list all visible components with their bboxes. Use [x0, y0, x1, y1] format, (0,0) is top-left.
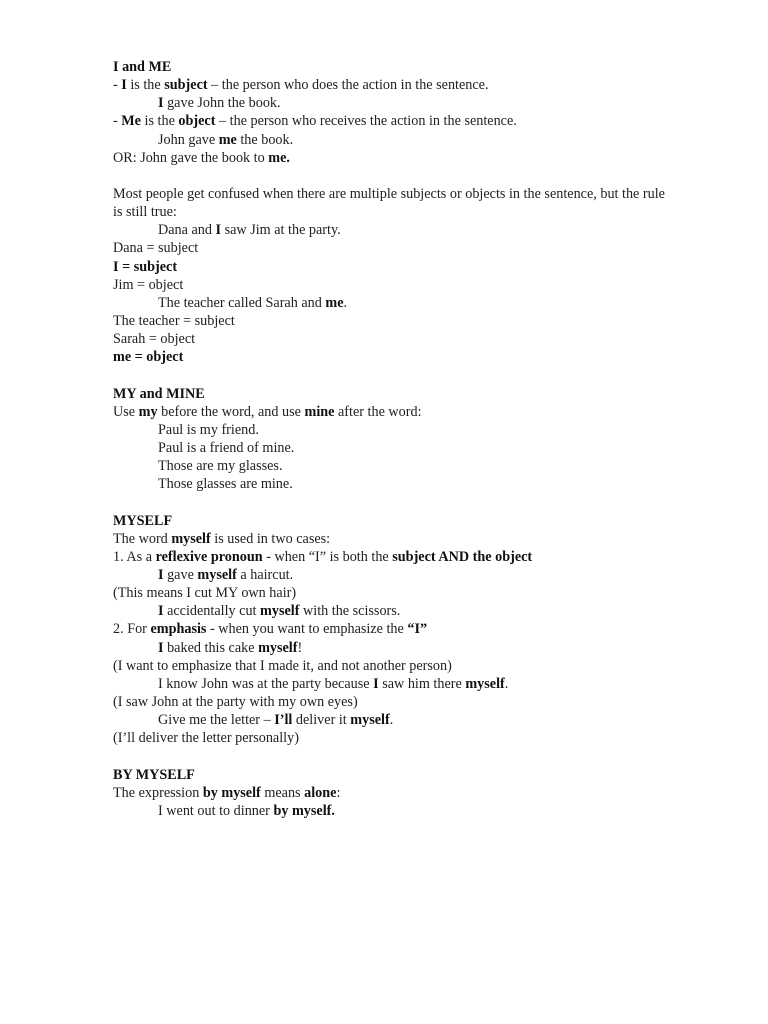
text-run: – the person who does the action in the sentence.: [207, 77, 489, 94]
section-spacer: [113, 366, 673, 384]
example-sentence: [113, 94, 673, 112]
text-run: The word: [113, 530, 172, 547]
bold-text: I: [158, 95, 164, 112]
text-run: Dana = subject: [113, 240, 199, 257]
text-run: baked this cake: [163, 639, 259, 656]
blank-line: [113, 167, 673, 185]
text-line: [113, 348, 673, 366]
text-run: Use: [113, 403, 139, 420]
document-body: [113, 58, 673, 820]
text-run: Dana and: [158, 222, 216, 239]
text-run: saw him there: [378, 675, 466, 692]
text-run: Most people get confused when there are multiple subjects or objects in the sentence, but the rule is still true:: [113, 185, 665, 221]
bold-text: myself: [171, 530, 211, 547]
text-run: Those glasses are mine.: [158, 476, 293, 493]
text-line: [113, 185, 673, 221]
text-run: The expression: [113, 784, 203, 801]
bold-text: I: [121, 77, 127, 94]
example-sentence: [113, 475, 673, 493]
example-sentence: [113, 294, 673, 312]
text-run: I know John was at the party because: [158, 675, 374, 692]
text-line: [113, 620, 673, 638]
example-sentence: [113, 566, 673, 584]
text-run: the book.: [236, 131, 294, 148]
bold-text: I: [373, 675, 379, 692]
bold-text: myself: [465, 675, 505, 692]
text-run: is used in two cases:: [210, 530, 331, 547]
text-run: is the: [126, 77, 165, 94]
example-sentence: [113, 439, 673, 457]
text-run: (I saw John at the party with my own eyes): [113, 693, 358, 710]
text-run: .: [343, 294, 348, 311]
text-run: means: [260, 784, 305, 801]
bold-text: I: [158, 566, 164, 583]
section-spacer: [113, 493, 673, 511]
bold-text: my: [138, 403, 158, 420]
example-sentence: [113, 421, 673, 439]
text-run: after the word:: [334, 403, 422, 420]
text-run: before the word, and use: [157, 403, 305, 420]
section: [113, 58, 673, 366]
text-run: 2. For: [113, 621, 151, 638]
text-run: a haircut.: [236, 566, 294, 583]
bold-text: by myself: [202, 784, 261, 801]
section-heading-text: BY MYSELF: [113, 766, 195, 783]
text-run: :: [336, 784, 341, 801]
text-run: 1. As a: [113, 548, 156, 565]
bold-text: me = object: [113, 349, 184, 366]
text-run: Sarah = object: [113, 331, 196, 348]
bold-text: I: [215, 222, 222, 239]
text-line: [113, 693, 673, 711]
section-heading: [113, 385, 673, 403]
text-line: [113, 258, 673, 276]
bold-text: me.: [268, 149, 290, 166]
section-spacer: [113, 747, 673, 765]
text-line: [113, 276, 673, 294]
example-sentence: [113, 457, 673, 475]
bold-text: I: [158, 639, 164, 656]
bold-text: I = subject: [113, 258, 178, 275]
text-line: [113, 530, 673, 548]
text-run: .: [389, 712, 394, 729]
text-line: [113, 76, 673, 94]
text-run: - when you want to emphasize the: [206, 621, 408, 638]
text-run: !: [297, 639, 303, 656]
text-run: Jim = object: [113, 276, 184, 293]
section-heading: [113, 58, 673, 76]
text-run: deliver it: [292, 712, 351, 729]
text-line: [113, 584, 673, 602]
text-run: -: [113, 77, 122, 94]
text-run: I went out to dinner: [158, 802, 274, 819]
text-run: saw Jim at the party.: [221, 222, 341, 239]
text-run: Those are my glasses.: [158, 458, 283, 475]
text-run: gave: [163, 566, 198, 583]
example-sentence: [113, 802, 673, 820]
text-line: [113, 149, 673, 167]
bold-text: reflexive pronoun: [155, 548, 263, 565]
text-run: - when “I” is both the: [262, 548, 393, 565]
bold-text: I’ll: [274, 712, 293, 729]
example-sentence: [113, 131, 673, 149]
section-heading-text: I and ME: [113, 59, 172, 75]
text-run: The teacher = subject: [113, 313, 235, 329]
bold-text: emphasis: [150, 621, 207, 638]
example-sentence: [113, 602, 673, 620]
bold-text: myself: [258, 639, 298, 656]
section: [113, 512, 673, 748]
text-run: gave John the book.: [163, 95, 281, 112]
text-run: (I want to emphasize that I made it, and not another person): [113, 657, 452, 674]
bold-text: by myself.: [273, 802, 335, 819]
text-run: is the: [140, 113, 179, 130]
section: [113, 385, 673, 494]
text-run: -: [113, 113, 122, 130]
text-line: [113, 548, 673, 566]
section-heading-text: MY and MINE: [113, 385, 205, 402]
bold-text: subject AND the object: [392, 548, 533, 565]
text-line: [113, 403, 673, 421]
text-line: [113, 784, 673, 802]
text-line: [113, 729, 673, 747]
bold-text: mine: [304, 403, 335, 420]
bold-text: me: [218, 131, 237, 148]
text-run: accidentally cut: [163, 603, 261, 620]
text-run: with the scissors.: [299, 603, 401, 620]
text-line: [113, 330, 673, 348]
text-line: [113, 312, 673, 330]
bold-text: object: [178, 113, 216, 130]
text-run: .: [504, 675, 509, 692]
text-run: Paul is a friend of mine.: [158, 439, 295, 456]
bold-text: “I”: [407, 621, 428, 638]
example-sentence: [113, 675, 673, 693]
section-heading: [113, 766, 673, 784]
text-line: [113, 239, 673, 257]
bold-text: subject: [164, 77, 208, 94]
bold-text: myself: [260, 603, 300, 620]
text-run: OR: John gave the book to: [113, 149, 269, 166]
bold-text: I: [158, 603, 164, 620]
bold-text: myself: [350, 712, 390, 729]
example-sentence: [113, 639, 673, 657]
text-run: (I’ll deliver the letter personally): [113, 730, 299, 747]
text-run: Give me the letter –: [158, 712, 275, 729]
bold-text: myself: [197, 566, 237, 583]
text-run: (This means I cut MY own hair): [113, 585, 297, 602]
section: [113, 766, 673, 820]
example-sentence: [113, 711, 673, 729]
text-run: The teacher called Sarah and: [158, 294, 326, 311]
text-run: John gave: [158, 131, 219, 148]
text-run: – the person who receives the action in the sentence.: [215, 113, 517, 130]
text-line: [113, 657, 673, 675]
section-heading-text: MYSELF: [113, 512, 173, 529]
bold-text: Me: [121, 113, 141, 130]
text-run: Paul is my friend.: [158, 421, 259, 438]
example-sentence: [113, 221, 673, 239]
section-heading: [113, 512, 673, 530]
bold-text: alone: [304, 784, 337, 801]
bold-text: me: [325, 294, 344, 311]
text-line: [113, 112, 673, 130]
